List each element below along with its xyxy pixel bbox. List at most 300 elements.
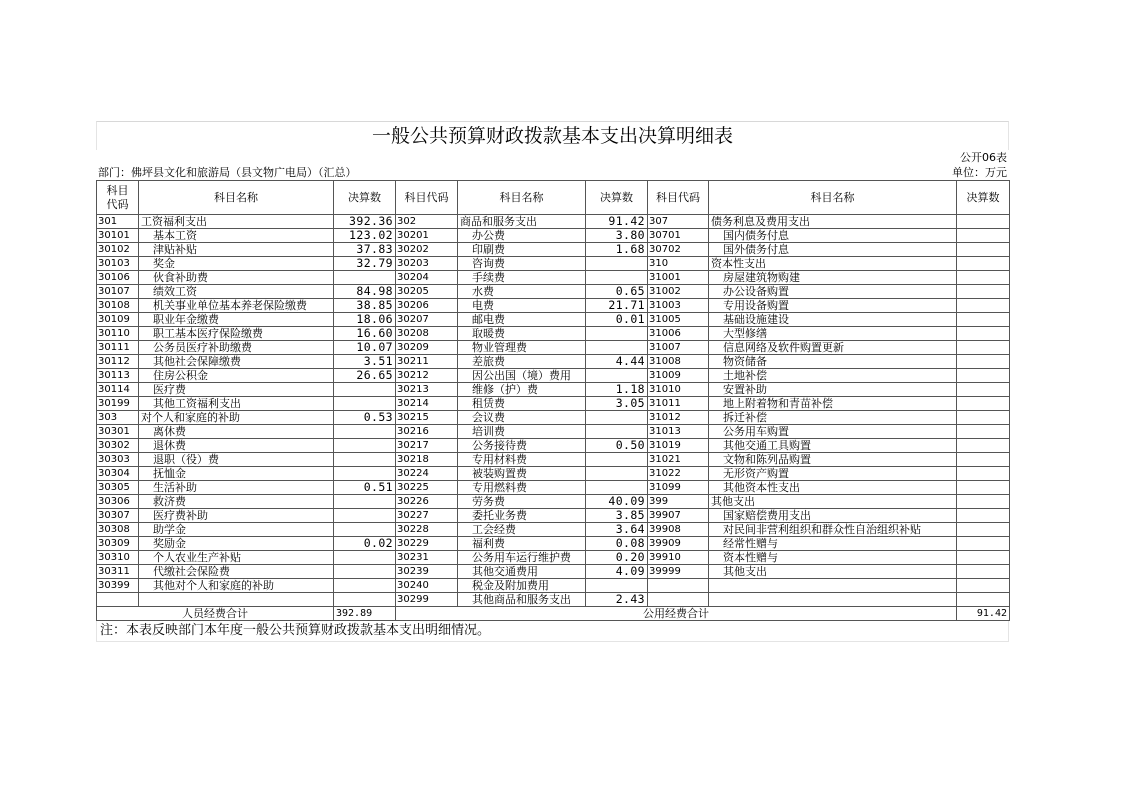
public-total-label: 公用经费合计 <box>396 607 957 621</box>
item-code: 399 <box>648 495 709 509</box>
item-amount <box>957 355 1010 369</box>
item-code: 30202 <box>396 243 458 257</box>
header-name-2: 科目名称 <box>458 181 586 215</box>
item-name: 津贴补贴 <box>139 243 334 257</box>
header-code-1: 科目代码 <box>97 181 139 215</box>
item-code: 31010 <box>648 383 709 397</box>
item-code: 31005 <box>648 313 709 327</box>
item-amount <box>334 523 396 537</box>
item-name <box>709 593 957 607</box>
item-code: 30231 <box>396 551 458 565</box>
item-name: 其他资本性支出 <box>709 481 957 495</box>
item-code: 30111 <box>97 341 139 355</box>
item-amount: 3.64 <box>586 523 648 537</box>
item-name: 资本性支出 <box>709 257 957 271</box>
item-code <box>648 593 709 607</box>
table-row <box>97 327 1010 341</box>
item-amount <box>334 467 396 481</box>
item-name: 其他交通费用 <box>458 565 586 579</box>
item-name: 退休费 <box>139 439 334 453</box>
personnel-total-label: 人员经费合计 <box>97 607 334 621</box>
item-amount <box>334 439 396 453</box>
item-name: 生活补助 <box>139 481 334 495</box>
item-code: 30103 <box>97 257 139 271</box>
item-name: 咨询费 <box>458 257 586 271</box>
item-code: 301 <box>97 215 139 229</box>
item-amount <box>957 425 1010 439</box>
item-amount: 0.01 <box>586 313 648 327</box>
item-amount <box>586 257 648 271</box>
table-row <box>97 481 1010 495</box>
item-code: 30310 <box>97 551 139 565</box>
item-amount: 4.09 <box>586 565 648 579</box>
table-row <box>97 425 1010 439</box>
item-name: 专用材料费 <box>458 453 586 467</box>
item-amount <box>586 481 648 495</box>
item-amount <box>957 313 1010 327</box>
table-row <box>97 579 1010 593</box>
item-amount <box>957 565 1010 579</box>
item-amount <box>957 593 1010 607</box>
item-name: 经常性赠与 <box>709 537 957 551</box>
item-code: 30216 <box>396 425 458 439</box>
item-name: 培训费 <box>458 425 586 439</box>
item-name: 个人农业生产补贴 <box>139 551 334 565</box>
item-code: 31001 <box>648 271 709 285</box>
header-amount-3: 决算数 <box>957 181 1010 215</box>
item-amount <box>957 453 1010 467</box>
table-row <box>97 495 1010 509</box>
item-name: 租赁费 <box>458 397 586 411</box>
item-name: 助学金 <box>139 523 334 537</box>
item-name: 其他商品和服务支出 <box>458 593 586 607</box>
item-amount <box>586 327 648 341</box>
table-row <box>97 299 1010 313</box>
item-code: 310 <box>648 257 709 271</box>
item-amount <box>957 243 1010 257</box>
table-row <box>97 551 1010 565</box>
item-code: 30302 <box>97 439 139 453</box>
item-name: 其他交通工具购置 <box>709 439 957 453</box>
item-name: 地上附着物和青苗补偿 <box>709 397 957 411</box>
item-amount: 123.02 <box>334 229 396 243</box>
item-name: 绩效工资 <box>139 285 334 299</box>
item-amount <box>586 411 648 425</box>
item-amount <box>957 439 1010 453</box>
item-code: 30308 <box>97 523 139 537</box>
item-amount <box>334 495 396 509</box>
table-row <box>97 383 1010 397</box>
form-number-row <box>96 150 1009 165</box>
item-amount: 37.83 <box>334 243 396 257</box>
item-amount: 38.85 <box>334 299 396 313</box>
table-row <box>97 467 1010 481</box>
department-row <box>96 165 1009 180</box>
item-amount <box>957 271 1010 285</box>
table-row <box>97 411 1010 425</box>
item-name: 机关事业单位基本养老保险缴费 <box>139 299 334 313</box>
item-amount <box>957 299 1010 313</box>
item-amount <box>334 593 396 607</box>
table-row <box>97 369 1010 383</box>
item-code: 31003 <box>648 299 709 313</box>
item-name: 国内债务付息 <box>709 229 957 243</box>
item-code: 30304 <box>97 467 139 481</box>
item-amount: 0.51 <box>334 481 396 495</box>
item-code: 30212 <box>396 369 458 383</box>
report-sheet <box>96 121 1009 642</box>
item-code: 30102 <box>97 243 139 257</box>
item-name: 对个人和家庭的补助 <box>139 411 334 425</box>
item-amount: 40.09 <box>586 495 648 509</box>
personnel-total-value: 392.89 <box>334 607 396 621</box>
item-amount <box>586 271 648 285</box>
item-name: 办公费 <box>458 229 586 243</box>
header-row <box>97 181 1010 215</box>
item-name: 专用燃料费 <box>458 481 586 495</box>
item-amount <box>334 453 396 467</box>
item-code: 30215 <box>396 411 458 425</box>
item-amount: 3.05 <box>586 397 648 411</box>
table-row <box>97 397 1010 411</box>
item-amount: 18.06 <box>334 313 396 327</box>
item-amount <box>957 229 1010 243</box>
item-amount: 32.79 <box>334 257 396 271</box>
item-code: 30701 <box>648 229 709 243</box>
item-code: 30303 <box>97 453 139 467</box>
item-amount <box>957 341 1010 355</box>
summary-row <box>97 607 1010 621</box>
item-amount <box>957 509 1010 523</box>
item-name: 会议费 <box>458 411 586 425</box>
table-row <box>97 271 1010 285</box>
item-amount <box>957 495 1010 509</box>
item-name: 土地补偿 <box>709 369 957 383</box>
item-amount <box>957 411 1010 425</box>
item-code: 31007 <box>648 341 709 355</box>
item-name: 抚恤金 <box>139 467 334 481</box>
item-code: 30214 <box>396 397 458 411</box>
item-name: 国家赔偿费用支出 <box>709 509 957 523</box>
item-amount <box>957 537 1010 551</box>
item-name: 委托业务费 <box>458 509 586 523</box>
item-code: 30114 <box>97 383 139 397</box>
item-name: 专用设备购置 <box>709 299 957 313</box>
item-name <box>709 579 957 593</box>
item-code: 31099 <box>648 481 709 495</box>
item-code: 31019 <box>648 439 709 453</box>
item-amount <box>586 453 648 467</box>
item-name: 其他支出 <box>709 495 957 509</box>
unit-label: 单位：万元 <box>952 166 1007 179</box>
table-row <box>97 593 1010 607</box>
item-code: 30101 <box>97 229 139 243</box>
item-code: 30307 <box>97 509 139 523</box>
item-name: 住房公积金 <box>139 369 334 383</box>
item-name: 维修（护）费 <box>458 383 586 397</box>
table-row <box>97 285 1010 299</box>
item-code: 39907 <box>648 509 709 523</box>
item-name: 医疗费补助 <box>139 509 334 523</box>
item-code: 30306 <box>97 495 139 509</box>
item-code: 30229 <box>396 537 458 551</box>
item-amount <box>957 383 1010 397</box>
item-amount: 3.80 <box>586 229 648 243</box>
item-code: 39999 <box>648 565 709 579</box>
item-name: 拆迁补偿 <box>709 411 957 425</box>
item-code: 31002 <box>648 285 709 299</box>
item-code: 30108 <box>97 299 139 313</box>
header-amount-1: 决算数 <box>334 181 396 215</box>
item-amount <box>957 551 1010 565</box>
item-code: 31009 <box>648 369 709 383</box>
item-amount: 0.20 <box>586 551 648 565</box>
item-amount: 2.43 <box>586 593 648 607</box>
item-name: 公务接待费 <box>458 439 586 453</box>
item-amount <box>586 369 648 383</box>
item-amount: 91.42 <box>586 215 648 229</box>
item-name: 水费 <box>458 285 586 299</box>
item-amount <box>586 579 648 593</box>
item-name: 无形资产购置 <box>709 467 957 481</box>
item-amount: 1.68 <box>586 243 648 257</box>
item-code: 30201 <box>396 229 458 243</box>
item-name: 基础设施建设 <box>709 313 957 327</box>
item-amount: 3.51 <box>334 355 396 369</box>
item-code: 30240 <box>396 579 458 593</box>
table-row <box>97 313 1010 327</box>
table-row <box>97 523 1010 537</box>
item-name: 对民间非营利组织和群众性自治组织补贴 <box>709 523 957 537</box>
item-amount <box>586 467 648 481</box>
item-name: 医疗费 <box>139 383 334 397</box>
item-code: 30226 <box>396 495 458 509</box>
item-amount: 0.50 <box>586 439 648 453</box>
item-name: 伙食补助费 <box>139 271 334 285</box>
report-title: 一般公共预算财政拨款基本支出决算明细表 <box>96 121 1009 150</box>
item-code: 30206 <box>396 299 458 313</box>
item-code: 30203 <box>396 257 458 271</box>
item-code: 302 <box>396 215 458 229</box>
item-amount <box>957 481 1010 495</box>
item-name: 因公出国（境）费用 <box>458 369 586 383</box>
item-code: 30224 <box>396 467 458 481</box>
item-code: 30305 <box>97 481 139 495</box>
item-name: 信息网络及软件购置更新 <box>709 341 957 355</box>
item-code: 31006 <box>648 327 709 341</box>
item-code: 30112 <box>97 355 139 369</box>
item-amount: 0.65 <box>586 285 648 299</box>
item-name: 退职（役）费 <box>139 453 334 467</box>
item-name: 物业管理费 <box>458 341 586 355</box>
item-name: 资本性赠与 <box>709 551 957 565</box>
item-amount <box>334 565 396 579</box>
item-code: 307 <box>648 215 709 229</box>
item-amount <box>957 369 1010 383</box>
item-code: 31008 <box>648 355 709 369</box>
item-code <box>97 593 139 607</box>
item-amount: 0.08 <box>586 537 648 551</box>
item-name: 大型修缮 <box>709 327 957 341</box>
table-row <box>97 341 1010 355</box>
item-code: 31012 <box>648 411 709 425</box>
item-code: 30207 <box>396 313 458 327</box>
item-code: 30109 <box>97 313 139 327</box>
item-name: 邮电费 <box>458 313 586 327</box>
item-name: 文物和陈列品购置 <box>709 453 957 467</box>
header-name-3: 科目名称 <box>709 181 957 215</box>
item-name: 税金及附加费用 <box>458 579 586 593</box>
item-name: 工资福利支出 <box>139 215 334 229</box>
item-name: 工会经费 <box>458 523 586 537</box>
item-amount <box>334 383 396 397</box>
item-code: 30213 <box>396 383 458 397</box>
item-name: 商品和服务支出 <box>458 215 586 229</box>
item-code: 30113 <box>97 369 139 383</box>
item-amount: 10.07 <box>334 341 396 355</box>
item-code: 30106 <box>97 271 139 285</box>
item-code: 30311 <box>97 565 139 579</box>
item-name: 差旅费 <box>458 355 586 369</box>
item-amount: 3.85 <box>586 509 648 523</box>
item-name: 安置补助 <box>709 383 957 397</box>
item-amount <box>957 523 1010 537</box>
item-amount <box>957 257 1010 271</box>
item-amount <box>957 327 1010 341</box>
item-name: 电费 <box>458 299 586 313</box>
item-name: 劳务费 <box>458 495 586 509</box>
item-code: 30199 <box>97 397 139 411</box>
item-amount: 392.36 <box>334 215 396 229</box>
department-label: 部门：佛坪县文化和旅游局（县文物广电局）（汇总） <box>98 166 357 179</box>
item-code: 31021 <box>648 453 709 467</box>
item-name: 物资储备 <box>709 355 957 369</box>
item-name: 其他工资福利支出 <box>139 397 334 411</box>
item-code: 39908 <box>648 523 709 537</box>
item-code <box>648 579 709 593</box>
table-row <box>97 243 1010 257</box>
item-code: 30218 <box>396 453 458 467</box>
table-row <box>97 215 1010 229</box>
item-amount <box>957 215 1010 229</box>
item-code: 30239 <box>396 565 458 579</box>
item-amount <box>334 425 396 439</box>
item-code: 39909 <box>648 537 709 551</box>
table-row <box>97 229 1010 243</box>
table-row <box>97 257 1010 271</box>
item-name: 办公设备购置 <box>709 285 957 299</box>
item-code: 30309 <box>97 537 139 551</box>
item-code: 30702 <box>648 243 709 257</box>
item-amount <box>957 285 1010 299</box>
table-row <box>97 439 1010 453</box>
item-name: 印刷费 <box>458 243 586 257</box>
item-amount <box>334 579 396 593</box>
item-amount: 26.65 <box>334 369 396 383</box>
item-name: 被装购置费 <box>458 467 586 481</box>
item-amount <box>334 509 396 523</box>
item-amount <box>334 397 396 411</box>
table-row <box>97 509 1010 523</box>
item-amount: 84.98 <box>334 285 396 299</box>
item-amount <box>957 467 1010 481</box>
item-amount <box>334 551 396 565</box>
item-code: 30211 <box>396 355 458 369</box>
item-name: 其他社会保障缴费 <box>139 355 334 369</box>
item-name: 奖金 <box>139 257 334 271</box>
item-name: 债务利息及费用支出 <box>709 215 957 229</box>
item-code: 31013 <box>648 425 709 439</box>
form-number: 公开06表 <box>960 151 1007 164</box>
header-code-3: 科目代码 <box>648 181 709 215</box>
item-code: 30227 <box>396 509 458 523</box>
item-name: 公务用车购置 <box>709 425 957 439</box>
item-amount: 21.71 <box>586 299 648 313</box>
item-code: 30209 <box>396 341 458 355</box>
item-name: 其他对个人和家庭的补助 <box>139 579 334 593</box>
item-name: 救济费 <box>139 495 334 509</box>
item-amount: 0.02 <box>334 537 396 551</box>
item-name: 福利费 <box>458 537 586 551</box>
item-amount: 16.60 <box>334 327 396 341</box>
item-name: 代缴社会保险费 <box>139 565 334 579</box>
table-row <box>97 537 1010 551</box>
item-name: 离休费 <box>139 425 334 439</box>
item-amount <box>586 425 648 439</box>
footnote: 注：本表反映部门本年度一般公共预算财政拨款基本支出明细情况。 <box>96 621 1009 642</box>
item-code: 303 <box>97 411 139 425</box>
item-name: 奖励金 <box>139 537 334 551</box>
item-code: 30217 <box>396 439 458 453</box>
item-code: 31022 <box>648 467 709 481</box>
item-name: 公务用车运行维护费 <box>458 551 586 565</box>
item-amount: 1.18 <box>586 383 648 397</box>
table-row <box>97 453 1010 467</box>
header-name-1: 科目名称 <box>139 181 334 215</box>
item-code: 39910 <box>648 551 709 565</box>
item-name: 基本工资 <box>139 229 334 243</box>
public-total-value: 91.42 <box>957 607 1010 621</box>
item-code: 30228 <box>396 523 458 537</box>
item-code: 30110 <box>97 327 139 341</box>
item-name <box>139 593 334 607</box>
header-code-2: 科目代码 <box>396 181 458 215</box>
item-name: 国外债务付息 <box>709 243 957 257</box>
table-body <box>97 215 1010 607</box>
item-amount: 0.53 <box>334 411 396 425</box>
item-code: 30225 <box>396 481 458 495</box>
item-name: 其他支出 <box>709 565 957 579</box>
item-amount: 4.44 <box>586 355 648 369</box>
table-row <box>97 355 1010 369</box>
table-row <box>97 565 1010 579</box>
item-amount <box>957 579 1010 593</box>
item-code: 30208 <box>396 327 458 341</box>
item-name: 取暖费 <box>458 327 586 341</box>
item-code: 30399 <box>97 579 139 593</box>
item-code: 30107 <box>97 285 139 299</box>
item-amount <box>334 271 396 285</box>
expenditure-table <box>96 180 1010 621</box>
item-name: 职工基本医疗保险缴费 <box>139 327 334 341</box>
header-amount-2: 决算数 <box>586 181 648 215</box>
item-code: 30299 <box>396 593 458 607</box>
item-name: 公务员医疗补助缴费 <box>139 341 334 355</box>
item-amount <box>586 341 648 355</box>
item-name: 职业年金缴费 <box>139 313 334 327</box>
item-code: 30204 <box>396 271 458 285</box>
item-code: 30205 <box>396 285 458 299</box>
